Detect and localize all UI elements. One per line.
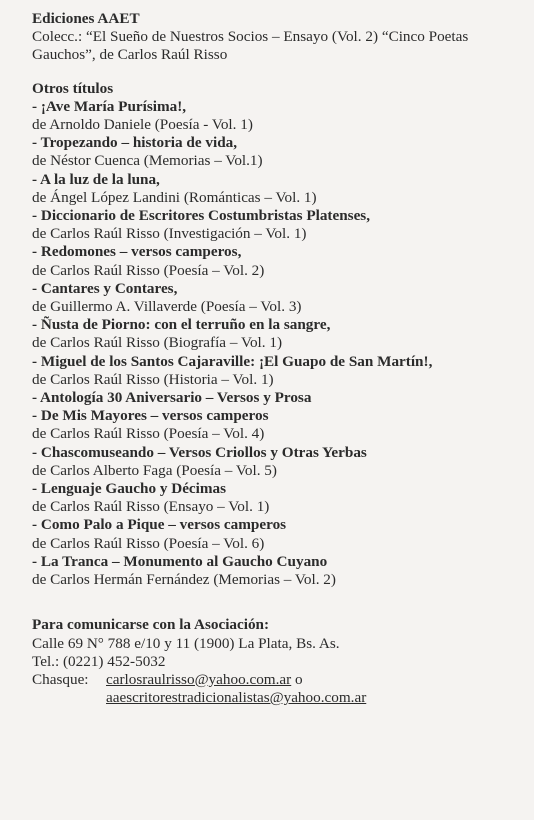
book-author: de Arnoldo Daniele (Poesía - Vol. 1)	[32, 116, 253, 134]
email-connector: o	[291, 670, 303, 688]
book-title: - ¡Ave María Purísima!,	[32, 97, 187, 115]
book-author: de Carlos Raúl Risso (Poesía – Vol. 6)	[32, 534, 265, 552]
book-item	[32, 353, 516, 389]
email-link-personal[interactable]: carlosraulrisso@yahoo.com.ar	[106, 670, 292, 688]
book-item	[32, 98, 516, 134]
book-author: de Carlos Raúl Risso (Biografía – Vol. 1)	[32, 334, 283, 352]
book-item	[32, 389, 516, 407]
book-item	[32, 444, 516, 480]
book-item	[32, 243, 516, 279]
publisher-name: Ediciones AAET	[32, 10, 140, 27]
book-title: - Chascomuseando – Versos Criollos y Otras Yerbas	[32, 443, 367, 461]
chasque-emails	[106, 671, 366, 707]
book-title: - Cantares y Contares,	[32, 279, 178, 297]
book-item	[32, 207, 516, 243]
book-list	[32, 98, 516, 589]
book-title: - A la luz de la luna,	[32, 170, 160, 188]
book-author: de Carlos Hermán Fernández (Memorias – Vol. 2)	[32, 571, 336, 589]
book-title: - Diccionario de Escritores Costumbristas Platenses,	[32, 207, 371, 225]
book-author: de Carlos Raúl Risso (Poesía – Vol. 2)	[32, 261, 265, 279]
book-author: de Guillermo A. Villaverde (Poesía – Vol. 3)	[32, 298, 302, 316]
collection-line-1: Colecc.: “El Sueño de Nuestros Socios – Ensayo (Vol. 2) “Cinco Poetas	[32, 28, 469, 46]
book-item	[32, 280, 516, 316]
book-author: de Néstor Cuenca (Memorias – Vol.1)	[32, 152, 263, 170]
book-author: de Carlos Raúl Risso (Poesía – Vol. 4)	[32, 425, 265, 443]
book-title: - De Mis Mayores – versos camperos	[32, 407, 269, 425]
book-author: de Carlos Raúl Risso (Investigación – Vol. 1)	[32, 225, 307, 243]
book-item	[32, 134, 516, 170]
chasque-row	[32, 671, 516, 707]
contact-address: Calle 69 N° 788 e/10 y 11 (1900) La Plata, Bs. As.	[32, 634, 340, 652]
book-author: de Carlos Alberto Faga (Poesía – Vol. 5)	[32, 461, 277, 479]
email-link-association[interactable]: aaescritorestradicionalistas@yahoo.com.ar	[106, 689, 367, 707]
book-author: de Carlos Raúl Risso (Historia – Vol. 1)	[32, 370, 274, 388]
chasque-label: Chasque:	[32, 670, 89, 688]
book-title: - Ñusta de Piorno: con el terruño en la sangre,	[32, 316, 331, 334]
book-item	[32, 553, 516, 589]
book-title: - Tropezando – historia de vida,	[32, 134, 238, 152]
collection-line-2: Gauchos”, de Carlos Raúl Risso	[32, 46, 228, 64]
book-title: - La Tranca – Monumento al Gaucho Cuyano	[32, 552, 328, 570]
book-item	[32, 516, 516, 552]
book-author: de Carlos Raúl Risso (Ensayo – Vol. 1)	[32, 498, 270, 516]
book-title: - Miguel de los Santos Cajaraville: ¡El Guapo de San Martín!,	[32, 352, 433, 370]
other-titles-heading: Otros títulos	[32, 79, 114, 97]
book-item	[32, 316, 516, 352]
book-title: - Como Palo a Pique – versos camperos	[32, 516, 287, 534]
book-title: - Redomones – versos camperos,	[32, 243, 242, 261]
email-line-1	[106, 671, 366, 689]
contact-section	[32, 616, 516, 707]
book-author: de Ángel López Landini (Románticas – Vol. 1)	[32, 188, 317, 206]
book-item	[32, 171, 516, 207]
contact-heading: Para comunicarse con la Asociación:	[32, 616, 270, 634]
book-title: - Antología 30 Aniversario – Versos y Prosa	[32, 389, 312, 407]
collection-info	[32, 28, 516, 64]
book-title: - Lenguaje Gaucho y Décimas	[32, 480, 227, 498]
contact-phone: Tel.: (0221) 452-5032	[32, 652, 166, 670]
book-item	[32, 480, 516, 516]
book-item	[32, 407, 516, 443]
